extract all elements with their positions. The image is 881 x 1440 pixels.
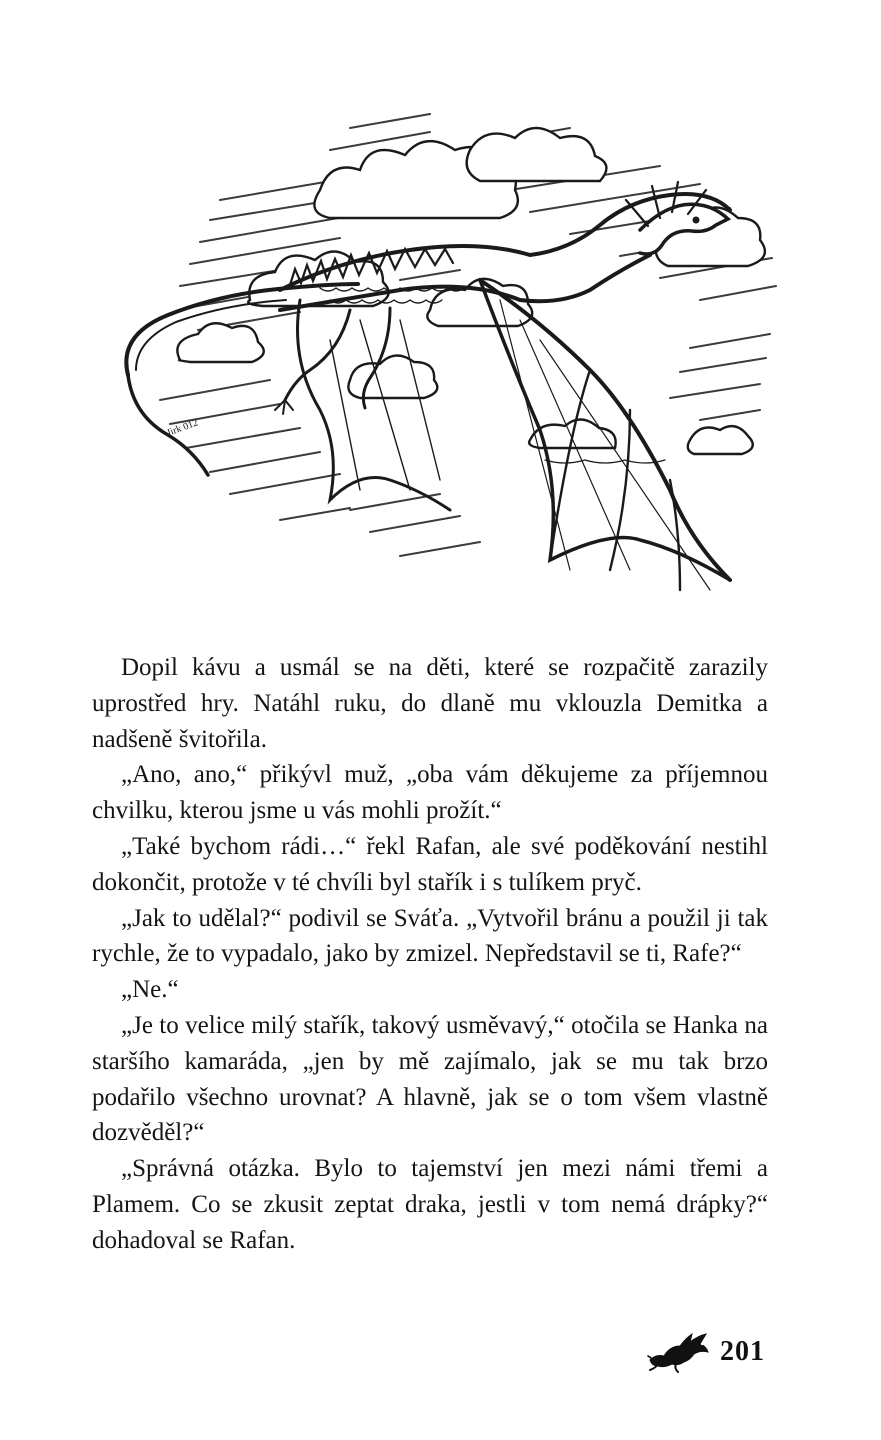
page-number: 201 bbox=[720, 1336, 765, 1367]
dragon-illustration bbox=[100, 80, 790, 625]
page-footer bbox=[646, 1330, 765, 1374]
small-dragon-icon bbox=[646, 1330, 714, 1374]
paragraph: „Také bychom rádi…“ řekl Rafan, ale své poděkování nestihl dokončit, protože v té chvíli byl stařík i s tulíkem pryč. bbox=[92, 832, 768, 896]
paragraph: „Správná otázka. Bylo to tajemství jen mezi námi třemi a Plamem. Co se zkusit zeptat draka, jestli v tom nemá drápky?“ dohadoval se Rafan. bbox=[92, 1155, 768, 1254]
dragon-flying-icon bbox=[100, 80, 790, 625]
body-text bbox=[92, 650, 768, 1259]
paragraph: „Jak to udělal?“ podivil se Sváťa. „Vytvořil bránu a použil ji tak rychle, že to vypadalo, jako by zmizel. Nepředstavil se ti, Rafe?“ bbox=[92, 904, 768, 968]
paragraph: Dopil kávu a usmál se na děti, které se rozpačitě zarazily uprostřed hry. Natáhl ruku, do dlaně mu vklouzla Demitka a nadšeně švitořila. bbox=[92, 654, 768, 753]
paragraph: „Ne.“ bbox=[121, 976, 179, 1004]
artist-signature: Jirk 012 bbox=[165, 417, 200, 439]
paragraph: „Ano, ano,“ přikývl muž, „oba vám děkujeme za příjemnou chvilku, kterou jsme u vás mohli prožít.“ bbox=[92, 761, 768, 825]
paragraph: „Je to velice milý stařík, takový usměvavý,“ otočila se Hanka na staršího kamaráda, „jen by mě zajímalo, jak se mu tak brzo podařilo všechno urovnat? A hlavně, jak se o tom všem vlastně dozvěděl?“ bbox=[92, 1011, 768, 1147]
